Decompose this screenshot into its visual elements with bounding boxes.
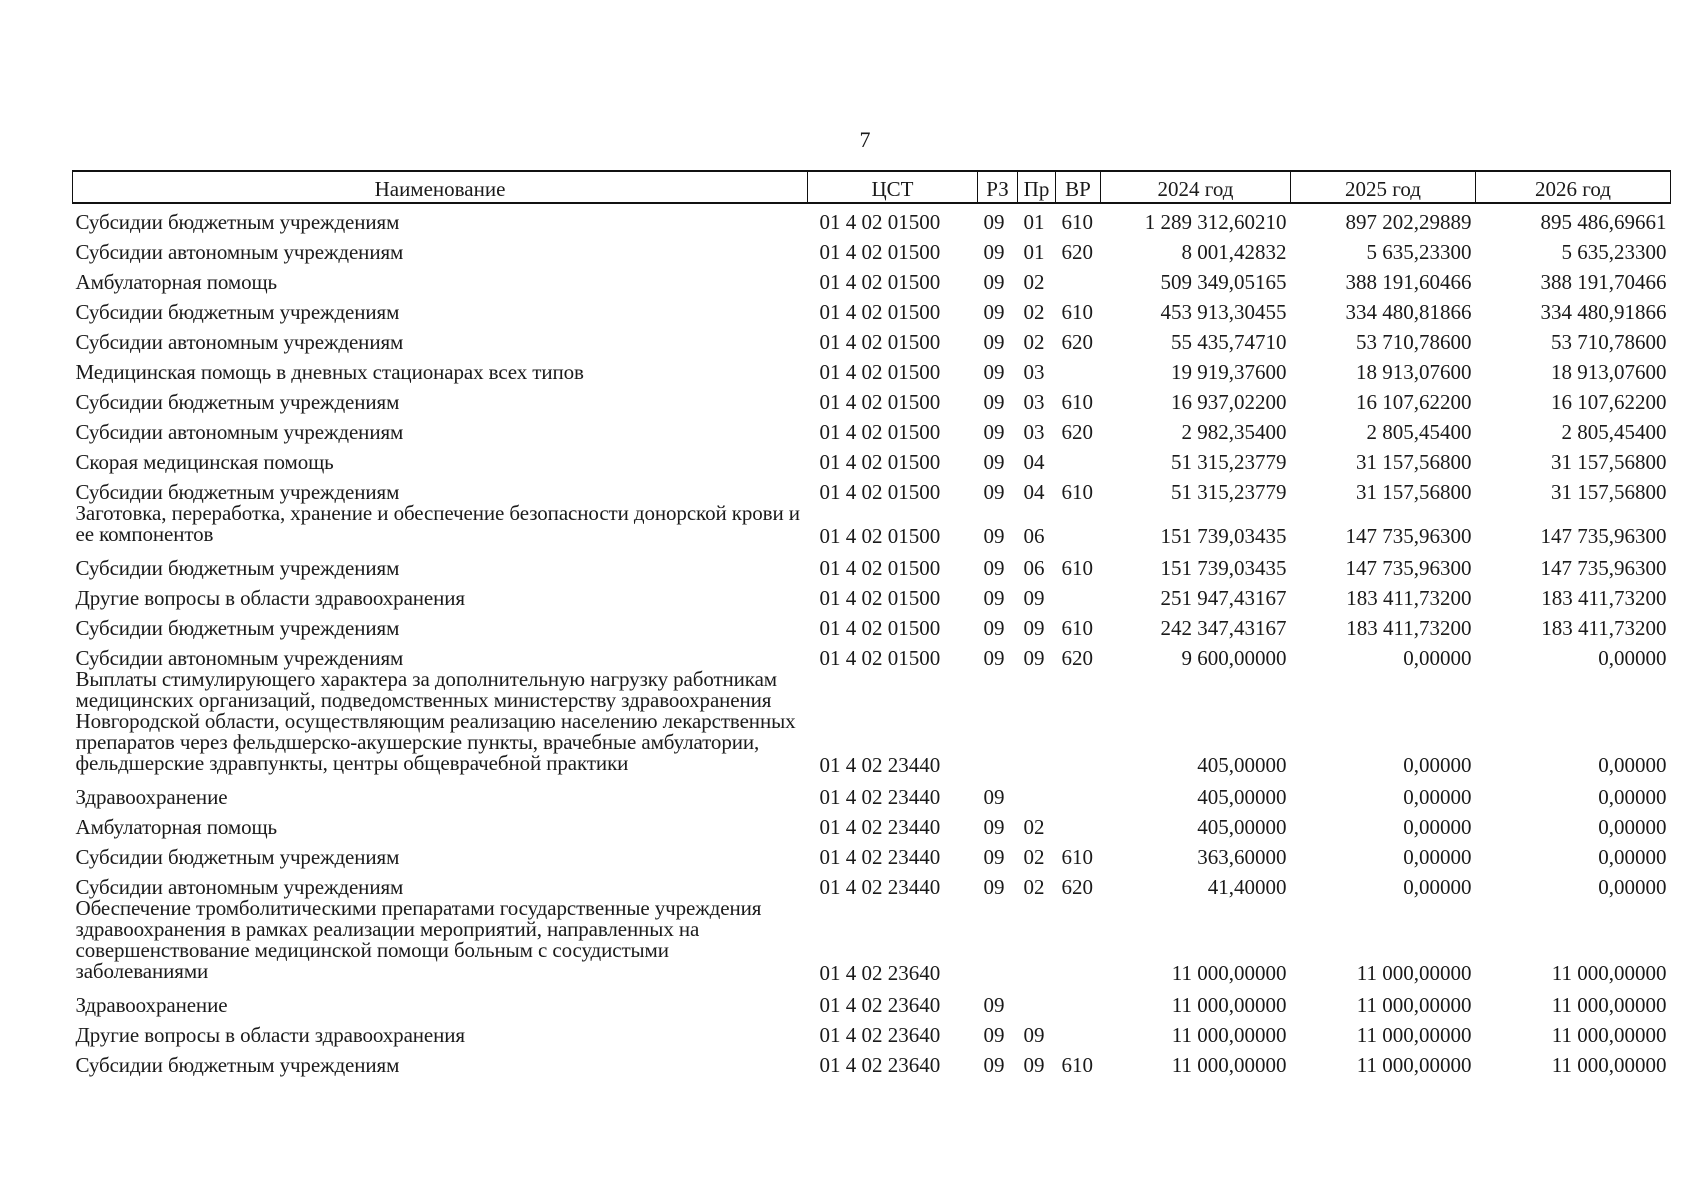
cell-name: Амбулаторная помощь (75, 815, 278, 839)
cell-2025: 183 411,73200 (1346, 586, 1472, 610)
cell-2024: 509 349,05165 (1160, 270, 1287, 294)
cell-pr: 06 (1023, 556, 1045, 580)
table-row (73, 986, 1671, 1016)
cell-2026: 147 735,96300 (1540, 524, 1667, 548)
cell-2025: 11 000,00000 (1356, 961, 1472, 985)
cell-2026: 18 913,07600 (1551, 360, 1667, 384)
cell-rz: 09 (983, 210, 1005, 234)
cell-cst: 01 4 02 01500 (819, 480, 941, 504)
cell-rz: 09 (983, 875, 1005, 899)
cell-vr: 610 (1061, 616, 1093, 640)
cell-rz: 09 (983, 240, 1005, 264)
table-row (73, 233, 1671, 263)
table-row (73, 808, 1671, 838)
cell-pr: 09 (1023, 586, 1045, 610)
cell-name: Субсидии автономным учреждениям (75, 420, 404, 444)
cell-name: Медицинская помощь в дневных стационарах всех типов (75, 360, 584, 384)
cell-cst: 01 4 02 01500 (819, 240, 941, 264)
cell-2025: 897 202,29889 (1345, 210, 1472, 234)
cell-pr: 03 (1023, 390, 1045, 414)
cell-rz (978, 898, 1018, 986)
cell-name: Субсидии бюджетным учреждениям (75, 1053, 400, 1077)
cell-cst: 01 4 02 01500 (819, 210, 941, 234)
cell-2024: 405,00000 (1197, 753, 1287, 777)
cell-cst: 01 4 02 23640 (819, 993, 941, 1017)
cell-2024: 8 001,42832 (1181, 240, 1287, 264)
table-row (73, 838, 1671, 868)
table-header (73, 171, 1671, 203)
cell-rz (978, 669, 1018, 778)
table-row (73, 203, 1671, 233)
cell-rz: 09 (983, 1053, 1005, 1077)
cell-2026: 183 411,73200 (1541, 586, 1667, 610)
budget-table (72, 170, 1671, 1076)
cell-name: Субсидии бюджетным учреждениям (75, 480, 400, 504)
cell-2024: 363,60000 (1197, 845, 1287, 869)
cell-name: Здравоохранение (75, 785, 228, 809)
cell-2025: 147 735,96300 (1345, 524, 1472, 548)
cell-2024: 453 913,30455 (1160, 300, 1287, 324)
cell-2026: 147 735,96300 (1540, 556, 1667, 580)
cell-rz: 09 (983, 360, 1005, 384)
cell-2026: 31 157,56800 (1551, 450, 1667, 474)
cell-rz: 09 (983, 524, 1005, 548)
cell-2024: 405,00000 (1197, 815, 1287, 839)
cell-pr: 04 (1023, 480, 1045, 504)
cell-pr (1018, 778, 1056, 808)
cell-2024: 11 000,00000 (1171, 1023, 1287, 1047)
cell-rz: 09 (983, 556, 1005, 580)
cell-2025: 147 735,96300 (1345, 556, 1472, 580)
cell-vr: 610 (1061, 556, 1093, 580)
table-row (73, 473, 1671, 503)
cell-pr: 04 (1023, 450, 1045, 474)
table-row (73, 778, 1671, 808)
table-row (73, 579, 1671, 609)
cell-rz: 09 (983, 450, 1005, 474)
table-row (73, 639, 1671, 669)
cell-name: Субсидии бюджетным учреждениям (75, 210, 400, 234)
table-row (73, 443, 1671, 473)
cell-2026: 11 000,00000 (1551, 1053, 1667, 1077)
cell-2026: 11 000,00000 (1551, 961, 1667, 985)
cell-rz: 09 (983, 330, 1005, 354)
table-row (73, 669, 1671, 778)
cell-vr: 610 (1061, 480, 1093, 504)
cell-cst: 01 4 02 23440 (819, 815, 941, 839)
cell-2024: 51 315,23779 (1171, 450, 1287, 474)
cell-rz: 09 (983, 646, 1005, 670)
cell-2026: 11 000,00000 (1551, 993, 1667, 1017)
cell-cst: 01 4 02 01500 (819, 300, 941, 324)
cell-vr: 620 (1061, 240, 1093, 264)
cell-vr (1056, 778, 1101, 808)
cell-name: Субсидии автономным учреждениям (75, 646, 404, 670)
cell-pr: 09 (1023, 616, 1045, 640)
header-pr: Пр (1018, 171, 1056, 203)
cell-pr (1018, 669, 1056, 778)
cell-pr: 02 (1023, 330, 1045, 354)
cell-pr: 09 (1023, 1053, 1045, 1077)
cell-cst: 01 4 02 01500 (819, 616, 941, 640)
cell-2026: 388 191,70466 (1540, 270, 1667, 294)
cell-vr (1056, 986, 1101, 1016)
cell-rz: 09 (983, 845, 1005, 869)
cell-vr (1056, 353, 1101, 383)
cell-vr (1056, 808, 1101, 838)
cell-cst: 01 4 02 23640 (819, 1023, 941, 1047)
cell-2025: 0,00000 (1403, 815, 1472, 839)
table-row (73, 293, 1671, 323)
cell-rz: 09 (983, 1023, 1005, 1047)
cell-name: Субсидии автономным учреждениям (75, 875, 404, 899)
cell-cst: 01 4 02 01500 (819, 270, 941, 294)
cell-cst: 01 4 02 01500 (819, 330, 941, 354)
cell-vr (1056, 898, 1101, 986)
cell-pr: 02 (1023, 300, 1045, 324)
cell-2024: 41,40000 (1207, 875, 1287, 899)
cell-vr: 610 (1061, 390, 1093, 414)
table-row (73, 503, 1671, 549)
cell-vr: 610 (1061, 300, 1093, 324)
cell-name: Другие вопросы в области здравоохранения (75, 1023, 465, 1047)
cell-vr: 620 (1061, 420, 1093, 444)
cell-name: Здравоохранение (75, 993, 228, 1017)
cell-2024: 51 315,23779 (1171, 480, 1287, 504)
cell-rz: 09 (983, 390, 1005, 414)
cell-2026: 11 000,00000 (1551, 1023, 1667, 1047)
table-row (73, 549, 1671, 579)
cell-2025: 31 157,56800 (1356, 480, 1472, 504)
cell-2024: 11 000,00000 (1171, 1053, 1287, 1077)
table-body (73, 203, 1671, 1076)
table-row (73, 1016, 1671, 1046)
cell-pr (1018, 986, 1056, 1016)
cell-cst: 01 4 02 01500 (819, 524, 941, 548)
cell-vr: 620 (1061, 875, 1093, 899)
table-row (73, 898, 1671, 986)
cell-2025: 0,00000 (1403, 753, 1472, 777)
cell-2025: 334 480,81866 (1345, 300, 1472, 324)
cell-vr: 620 (1061, 646, 1093, 670)
cell-2024: 55 435,74710 (1171, 330, 1287, 354)
cell-2025: 18 913,07600 (1356, 360, 1472, 384)
cell-name: Субсидии бюджетным учреждениям (75, 845, 400, 869)
cell-rz: 09 (983, 300, 1005, 324)
table-row (73, 353, 1671, 383)
cell-name: Субсидии бюджетным учреждениям (75, 556, 400, 580)
cell-2024: 242 347,43167 (1160, 616, 1287, 640)
cell-pr: 02 (1023, 845, 1045, 869)
cell-cst: 01 4 02 01500 (819, 360, 941, 384)
cell-cst: 01 4 02 23440 (819, 785, 941, 809)
cell-vr (1056, 443, 1101, 473)
cell-cst: 01 4 02 01500 (819, 586, 941, 610)
cell-2026: 334 480,91866 (1540, 300, 1667, 324)
cell-cst: 01 4 02 01500 (819, 420, 941, 444)
cell-name: Субсидии бюджетным учреждениям (75, 300, 400, 324)
cell-rz: 09 (983, 785, 1005, 809)
cell-2024: 11 000,00000 (1171, 961, 1287, 985)
cell-pr: 06 (1023, 524, 1045, 548)
cell-cst: 01 4 02 23640 (819, 1053, 941, 1077)
cell-vr (1056, 1016, 1101, 1046)
cell-name: Субсидии автономным учреждениям (75, 240, 404, 264)
cell-rz: 09 (983, 616, 1005, 640)
cell-2026: 5 635,23300 (1561, 240, 1667, 264)
table-row (73, 609, 1671, 639)
table-row (73, 323, 1671, 353)
cell-cst: 01 4 02 23640 (819, 961, 941, 985)
cell-2025: 2 805,45400 (1366, 420, 1472, 444)
header-2024: 2024 год (1101, 171, 1291, 203)
cell-vr: 610 (1061, 845, 1093, 869)
cell-name: Другие вопросы в области здравоохранения (75, 586, 465, 610)
cell-pr: 02 (1023, 875, 1045, 899)
table-row (73, 383, 1671, 413)
cell-pr: 09 (1023, 1023, 1045, 1047)
cell-pr: 03 (1023, 420, 1045, 444)
cell-rz: 09 (983, 993, 1005, 1017)
cell-2025: 0,00000 (1403, 845, 1472, 869)
cell-2025: 11 000,00000 (1356, 1053, 1472, 1077)
cell-2024: 405,00000 (1197, 785, 1287, 809)
cell-2025: 16 107,62200 (1356, 390, 1472, 414)
cell-2024: 9 600,00000 (1181, 646, 1287, 670)
cell-vr (1056, 669, 1101, 778)
cell-2026: 16 107,62200 (1551, 390, 1667, 414)
cell-name: Обеспечение тромболитическими препаратами государственные учреждения здравоохранения в рамках реализации мероприятий, направленных на совершенствование медицинской помощи больным с сосудистыми заболеваниями (75, 896, 762, 983)
cell-2026: 53 710,78600 (1551, 330, 1667, 354)
cell-2024: 151 739,03435 (1160, 556, 1287, 580)
cell-name: Субсидии бюджетным учреждениям (75, 390, 400, 414)
cell-2026: 0,00000 (1598, 785, 1667, 809)
cell-rz: 09 (983, 480, 1005, 504)
cell-2026: 183 411,73200 (1541, 616, 1667, 640)
cell-cst: 01 4 02 23440 (819, 753, 941, 777)
cell-2026: 31 157,56800 (1551, 480, 1667, 504)
cell-2024: 19 919,37600 (1171, 360, 1287, 384)
header-name: Наименование (73, 171, 808, 203)
cell-pr (1018, 898, 1056, 986)
cell-2025: 5 635,23300 (1366, 240, 1472, 264)
cell-2025: 0,00000 (1403, 646, 1472, 670)
cell-pr: 01 (1023, 210, 1045, 234)
cell-2024: 2 982,35400 (1181, 420, 1287, 444)
cell-2025: 31 157,56800 (1356, 450, 1472, 474)
cell-pr: 01 (1023, 240, 1045, 264)
cell-name: Выплаты стимулирующего характера за дополнительную нагрузку работникам медицинских организаций, подведомственных министерству здравоохранения Новгородской области, осуществляющим реализацию населению лекарственных препаратов через фельдшерско-акушерские пункты, врачебные амбулатории, фельдшерские здравпункты, центры общеврачебной практики (75, 667, 796, 775)
cell-name: Субсидии автономным учреждениям (75, 330, 404, 354)
cell-rz: 09 (983, 420, 1005, 444)
cell-vr: 610 (1061, 1053, 1093, 1077)
cell-name: Скорая медицинская помощь (75, 450, 334, 474)
cell-cst: 01 4 02 01500 (819, 450, 941, 474)
cell-vr (1056, 503, 1101, 549)
cell-pr: 09 (1023, 646, 1045, 670)
cell-2025: 0,00000 (1403, 785, 1472, 809)
header-2026: 2026 год (1476, 171, 1671, 203)
cell-2025: 11 000,00000 (1356, 1023, 1472, 1047)
cell-name: Заготовка, переработка, хранение и обеспечение безопасности донорской крови и ее компонентов (75, 501, 800, 546)
cell-rz: 09 (983, 586, 1005, 610)
cell-2026: 0,00000 (1598, 845, 1667, 869)
cell-name: Субсидии бюджетным учреждениям (75, 616, 400, 640)
cell-2025: 388 191,60466 (1345, 270, 1472, 294)
cell-cst: 01 4 02 01500 (819, 646, 941, 670)
cell-rz: 09 (983, 815, 1005, 839)
cell-2026: 0,00000 (1598, 875, 1667, 899)
cell-2024: 1 289 312,60210 (1144, 210, 1287, 234)
cell-2025: 11 000,00000 (1356, 993, 1472, 1017)
cell-cst: 01 4 02 23440 (819, 845, 941, 869)
cell-cst: 01 4 02 01500 (819, 556, 941, 580)
page-number: 7 (859, 127, 871, 152)
cell-vr (1056, 579, 1101, 609)
cell-pr: 03 (1023, 360, 1045, 384)
header-2025: 2025 год (1291, 171, 1476, 203)
cell-vr (1056, 263, 1101, 293)
cell-pr: 02 (1023, 270, 1045, 294)
cell-2026: 895 486,69661 (1540, 210, 1667, 234)
cell-2025: 183 411,73200 (1346, 616, 1472, 640)
cell-name: Амбулаторная помощь (75, 270, 278, 294)
header-row (73, 171, 1671, 203)
cell-rz: 09 (983, 270, 1005, 294)
cell-pr: 02 (1023, 815, 1045, 839)
table-row (73, 1046, 1671, 1076)
cell-2026: 0,00000 (1598, 815, 1667, 839)
cell-2025: 0,00000 (1403, 875, 1472, 899)
cell-2024: 151 739,03435 (1160, 524, 1287, 548)
cell-2026: 2 805,45400 (1561, 420, 1667, 444)
table-row (73, 868, 1671, 898)
cell-2026: 0,00000 (1598, 646, 1667, 670)
cell-2025: 53 710,78600 (1356, 330, 1472, 354)
cell-2024: 16 937,02200 (1171, 390, 1287, 414)
cell-cst: 01 4 02 01500 (819, 390, 941, 414)
cell-vr: 610 (1061, 210, 1093, 234)
cell-2024: 11 000,00000 (1171, 993, 1287, 1017)
header-cst: ЦСТ (808, 171, 978, 203)
cell-2024: 251 947,43167 (1160, 586, 1287, 610)
cell-2026: 0,00000 (1598, 753, 1667, 777)
table-row (73, 413, 1671, 443)
header-rz: РЗ (978, 171, 1018, 203)
header-vr: ВР (1056, 171, 1101, 203)
table-row (73, 263, 1671, 293)
cell-cst: 01 4 02 23440 (819, 875, 941, 899)
cell-vr: 620 (1061, 330, 1093, 354)
